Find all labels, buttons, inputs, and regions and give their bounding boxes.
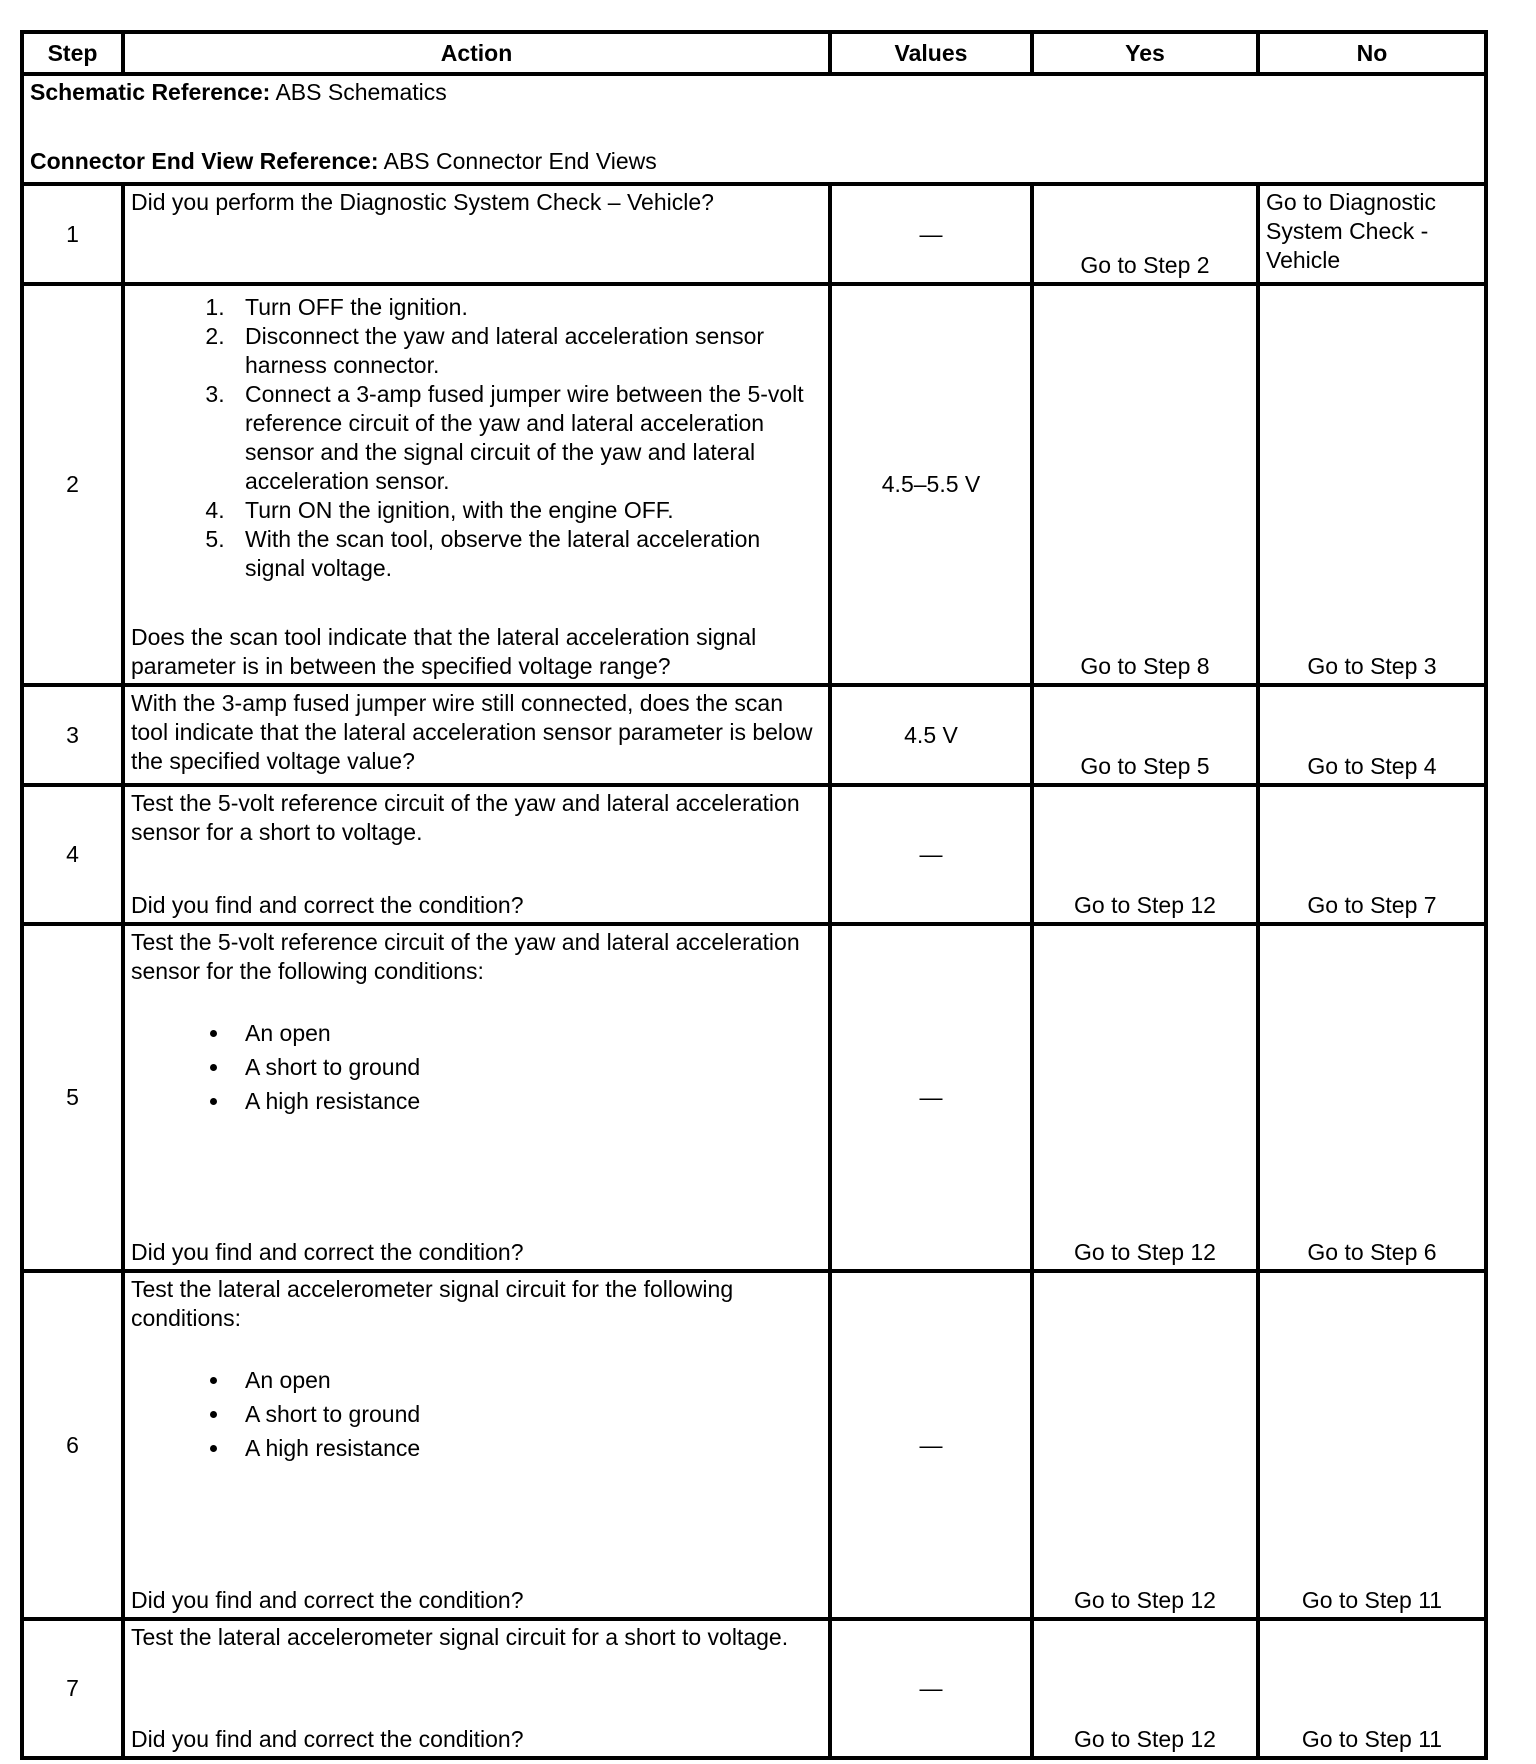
list-item: 3. Connect a 3-amp fused jumper wire between the 5-volt reference circuit of the yaw and lateral acceleration sensor and the signal circuit of the yaw and lateral acceleration sensor. — [231, 380, 822, 496]
no-link[interactable]: Go to Step 7 — [1258, 785, 1486, 924]
step-number: 6 — [22, 1271, 123, 1619]
action-question: Did you find and correct the condition? — [131, 1726, 524, 1752]
action-text: Test the lateral accelerometer signal circuit for the following conditions: — [131, 1276, 734, 1331]
header-no: No — [1258, 32, 1486, 74]
table-row — [22, 785, 1486, 924]
action-text: With the 3-amp fused jumper wire still connected, does the scan tool indicate that the lateral acceleration sensor parameter is below the specified voltage value? — [123, 685, 830, 785]
header-action: Action — [123, 32, 830, 74]
action-question: Did you find and correct the condition? — [131, 1587, 524, 1613]
diagnostic-table — [20, 30, 1488, 1760]
table-row — [22, 685, 1486, 785]
header-yes: Yes — [1032, 32, 1258, 74]
connector-reference: Connector End View Reference: ABS Connector End Views — [30, 148, 657, 174]
list-item: 4. Turn ON the ignition, with the engine OFF. — [231, 496, 822, 525]
yes-link[interactable]: Go to Step 8 — [1032, 284, 1258, 685]
table-row — [22, 1271, 1486, 1619]
value-cell: — — [830, 1619, 1032, 1758]
action-text: Test the 5-volt reference circuit of the yaw and lateral acceleration sensor for the following conditions: — [131, 929, 800, 984]
table-row — [22, 284, 1486, 685]
connector-link[interactable]: ABS Connector End Views — [378, 148, 657, 174]
step-number: 3 — [22, 685, 123, 785]
step-number: 7 — [22, 1619, 123, 1758]
yes-link[interactable]: Go to Step 2 — [1032, 184, 1258, 284]
action-text: Test the lateral accelerometer signal circuit for a short to voltage. — [131, 1624, 789, 1650]
step-number: 5 — [22, 924, 123, 1271]
list-item: • A high resistance — [231, 1084, 822, 1118]
action-steps — [131, 293, 822, 583]
action-question: Did you find and correct the condition? — [131, 1239, 524, 1265]
header-values: Values — [830, 32, 1032, 74]
condition-list — [131, 1363, 822, 1465]
value-cell: — — [830, 184, 1032, 284]
yes-link[interactable]: Go to Step 12 — [1032, 785, 1258, 924]
step-number: 2 — [22, 284, 123, 685]
value-cell: 4.5–5.5 V — [830, 284, 1032, 685]
list-item: • A short to ground — [231, 1050, 822, 1084]
reference-row — [22, 74, 1486, 184]
action-text: Did you perform the Diagnostic System Check – Vehicle? — [123, 184, 830, 284]
step-number: 4 — [22, 785, 123, 924]
value-cell: — — [830, 1271, 1032, 1619]
action-question: Did you find and correct the condition? — [131, 892, 524, 918]
no-link[interactable]: Go to Step 3 — [1258, 284, 1486, 685]
schematic-reference: Schematic Reference: ABS Schematics — [30, 79, 447, 105]
table-row — [22, 184, 1486, 284]
value-cell: — — [830, 924, 1032, 1271]
step-number: 1 — [22, 184, 123, 284]
list-item: 5. With the scan tool, observe the lateral acceleration signal voltage. — [231, 525, 822, 583]
table-row — [22, 924, 1486, 1271]
list-item: • A high resistance — [231, 1431, 822, 1465]
no-link[interactable]: Go to Diagnostic System Check - Vehicle — [1258, 184, 1486, 284]
action-text: Test the 5-volt reference circuit of the yaw and lateral acceleration sensor for a short to voltage. — [131, 790, 800, 845]
list-item: • An open — [231, 1363, 822, 1397]
no-link[interactable]: Go to Step 4 — [1258, 685, 1486, 785]
yes-link[interactable]: Go to Step 12 — [1032, 1271, 1258, 1619]
list-item: • A short to ground — [231, 1397, 822, 1431]
yes-link[interactable]: Go to Step 5 — [1032, 685, 1258, 785]
schematic-link[interactable]: ABS Schematics — [270, 79, 447, 105]
no-link[interactable]: Go to Step 11 — [1258, 1271, 1486, 1619]
yes-link[interactable]: Go to Step 12 — [1032, 924, 1258, 1271]
list-item: • An open — [231, 1016, 822, 1050]
no-link[interactable]: Go to Step 6 — [1258, 924, 1486, 1271]
header-row — [22, 32, 1486, 74]
list-item: 1. Turn OFF the ignition. — [231, 293, 822, 322]
table-row — [22, 1619, 1486, 1758]
no-link[interactable]: Go to Step 11 — [1258, 1619, 1486, 1758]
action-question: Does the scan tool indicate that the lateral acceleration signal parameter is in between the specified voltage range? — [131, 624, 757, 679]
value-cell: — — [830, 785, 1032, 924]
value-cell: 4.5 V — [830, 685, 1032, 785]
condition-list — [131, 1016, 822, 1118]
header-step: Step — [22, 32, 123, 74]
list-item: 2. Disconnect the yaw and lateral acceleration sensor harness connector. — [231, 322, 822, 380]
yes-link[interactable]: Go to Step 12 — [1032, 1619, 1258, 1758]
